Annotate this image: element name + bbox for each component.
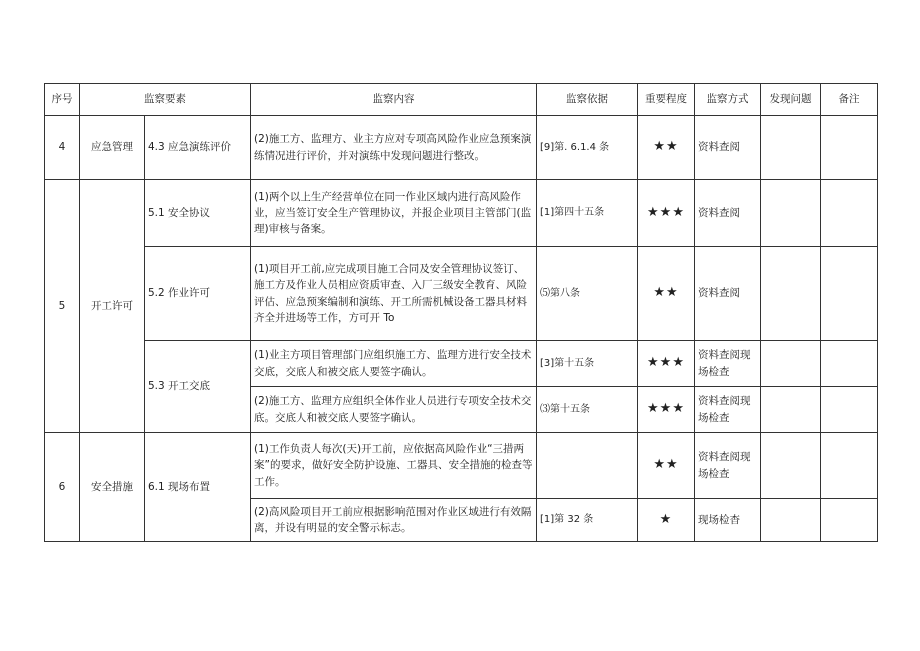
basis-cell: ⑶第十五条 bbox=[537, 387, 638, 433]
header-row bbox=[45, 84, 878, 116]
importance-stars: ★★ bbox=[638, 116, 695, 180]
issues-cell bbox=[761, 499, 821, 542]
header-seq: 序号 bbox=[45, 84, 80, 116]
table-row bbox=[45, 247, 878, 341]
issues-cell bbox=[761, 433, 821, 499]
content-cell: (1)工作负责人每次(天)开工前，应依据高风险作业“三措两案”的要求，做好安全防护设施、工器具、安全措施的检查等工作。 bbox=[251, 433, 537, 499]
table-row bbox=[45, 116, 878, 180]
remarks-cell bbox=[821, 387, 878, 433]
basis-cell: [3]第十五条 bbox=[537, 341, 638, 387]
importance-stars: ★ bbox=[638, 499, 695, 542]
issues-cell bbox=[761, 247, 821, 341]
importance-stars: ★★★ bbox=[638, 180, 695, 247]
element-cell: 应急管理 bbox=[80, 116, 145, 180]
sub-element-cell: 5.1 安全协议 bbox=[145, 180, 251, 247]
header-content: 监察内容 bbox=[251, 84, 537, 116]
header-issues: 发现问题 bbox=[761, 84, 821, 116]
inspection-table bbox=[44, 83, 878, 542]
remarks-cell bbox=[821, 180, 878, 247]
header-element: 监察要素 bbox=[80, 84, 251, 116]
content-cell: (2)施工方、监理方应组织全体作业人员进行专项安全技术交底。交底人和被交底人要签字确认。 bbox=[251, 387, 537, 433]
element-cell: 开工许可 bbox=[80, 180, 145, 433]
sub-element-cell: 6.1 现场布置 bbox=[145, 433, 251, 542]
method-cell: 资料查阅 bbox=[695, 247, 761, 341]
method-cell: 资料查阅现场检查 bbox=[695, 387, 761, 433]
remarks-cell bbox=[821, 341, 878, 387]
seq-cell: 5 bbox=[45, 180, 80, 433]
issues-cell bbox=[761, 116, 821, 180]
header-remarks: 备注 bbox=[821, 84, 878, 116]
seq-cell: 4 bbox=[45, 116, 80, 180]
issues-cell bbox=[761, 341, 821, 387]
method-cell: 资料查阅现场检查 bbox=[695, 433, 761, 499]
sub-element-cell: 4.3 应急演练评价 bbox=[145, 116, 251, 180]
content-cell: (2)施工方、监理方、业主方应对专项高风险作业应急预案演练情况进行评价，并对演练中发现问题进行整改。 bbox=[251, 116, 537, 180]
basis-cell: [9]第. 6.1.4 条 bbox=[537, 116, 638, 180]
basis-cell: [1]第 32 条 bbox=[537, 499, 638, 542]
remarks-cell bbox=[821, 433, 878, 499]
issues-cell bbox=[761, 387, 821, 433]
basis-cell: [1]第四十五条 bbox=[537, 180, 638, 247]
header-importance: 重要程度 bbox=[638, 84, 695, 116]
seq-cell: 6 bbox=[45, 433, 80, 542]
content-cell: (1)两个以上生产经营单位在同一作业区域内进行高风险作业，应当签订安全生产管理协议，并报企业项目主管部门(监理)审核与备案。 bbox=[251, 180, 537, 247]
content-cell: (1)业主方项目管理部门应组织施工方、监理方进行安全技术交底，交底人和被交底人要签字确认。 bbox=[251, 341, 537, 387]
method-cell: 资料查阅 bbox=[695, 180, 761, 247]
importance-stars: ★★ bbox=[638, 433, 695, 499]
method-cell: 资料查阅 bbox=[695, 116, 761, 180]
header-basis: 监察依据 bbox=[537, 84, 638, 116]
header-method: 监察方式 bbox=[695, 84, 761, 116]
remarks-cell bbox=[821, 116, 878, 180]
issues-cell bbox=[761, 180, 821, 247]
element-cell: 安全措施 bbox=[80, 433, 145, 542]
table-row bbox=[45, 433, 878, 499]
sub-element-cell: 5.2 作业许可 bbox=[145, 247, 251, 341]
sub-element-cell: 5.3 开工交底 bbox=[145, 341, 251, 433]
table-row bbox=[45, 341, 878, 387]
remarks-cell bbox=[821, 247, 878, 341]
table-row bbox=[45, 180, 878, 247]
remarks-cell bbox=[821, 499, 878, 542]
basis-cell bbox=[537, 433, 638, 499]
method-cell: 资料查阅现场检查 bbox=[695, 341, 761, 387]
content-cell: (1)项目开工前,应完成项目施工合同及安全管理协议签订、施工方及作业人员相应资质审查、入厂三级安全教育、风险评估、应急预案编制和演练、开工所需机械设备工器具材料齐全并进场等工作，方可开 To bbox=[251, 247, 537, 341]
basis-cell: ⑸第八条 bbox=[537, 247, 638, 341]
importance-stars: ★★ bbox=[638, 247, 695, 341]
importance-stars: ★★★ bbox=[638, 387, 695, 433]
content-cell: (2)高风险项目开工前应根据影响范围对作业区域进行有效隔离，并设有明显的安全警示标志。 bbox=[251, 499, 537, 542]
method-cell: 现场检杳 bbox=[695, 499, 761, 542]
importance-stars: ★★★ bbox=[638, 341, 695, 387]
